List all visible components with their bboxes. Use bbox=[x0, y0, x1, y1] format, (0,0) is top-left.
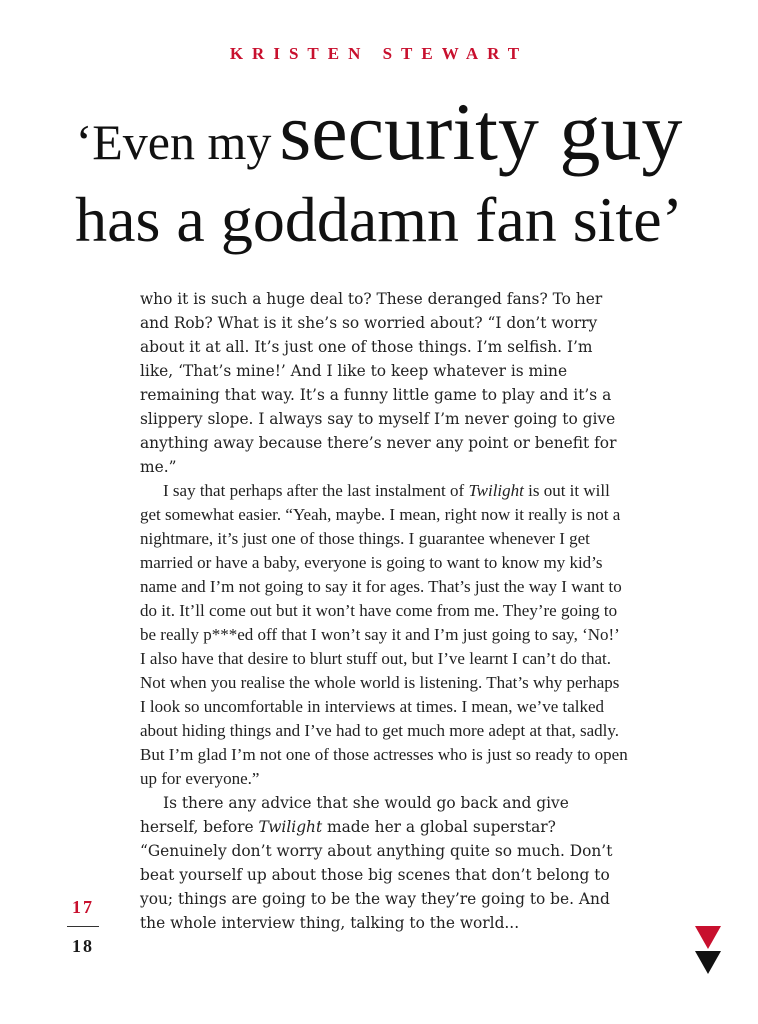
article-body bbox=[140, 287, 628, 935]
down-triangles-icon bbox=[695, 926, 721, 976]
title-italic: Twilight bbox=[468, 481, 524, 500]
headline-small-part: ‘Even my bbox=[75, 114, 272, 170]
total-pages-number: 18 bbox=[72, 936, 94, 956]
paragraph-text: I say that perhaps after the last instalment of bbox=[163, 481, 469, 500]
headline-line-2: has a goddamn fan site’ bbox=[75, 184, 683, 255]
headline-large-part: security guy bbox=[279, 86, 683, 177]
article-paragraph bbox=[140, 479, 628, 791]
headline bbox=[0, 86, 758, 260]
paragraph-text: Is there any advice that she would go back and give herself, before bbox=[140, 794, 569, 836]
page-divider bbox=[67, 926, 99, 927]
next-page-arrow-icon[interactable] bbox=[695, 926, 721, 976]
current-page-number: 17 bbox=[72, 897, 94, 917]
paragraph-text: is out it will get somewhat easier. “Yeah, maybe. I mean, right now it really is not a nightmare, it’s just one of those things. I guarantee whenever I get married or have a baby, everyone is going to want to know my kid’s name and I’m not going to say it for ages. That’s just the way I want to do it. It’ll come out but it won’t have come from me. They’re going to be really p***ed off that I won’t say it and I’m just going to say, ‘No!’ I also have that desire to blurt stuff out, but I’ve learnt I can’t do that. Not when you realise the whole world is listening. That’s why perhaps I look so uncomfortable in interviews at times. I mean, we’ve talked about hiding things and I’ve had to get much more adept at that, sadly. But I’m glad I’m not one of those actresses who is just so ready to open up for everyone.” bbox=[140, 481, 628, 788]
paragraph-text: made her a global superstar? “Genuinely don’t worry about anything quite so much. Don’t beat yourself up about those big scenes that don’t belong to you; things are going to be the way they’re going to be. And the whole interview thing, talking to the world... bbox=[140, 818, 613, 932]
section-kicker: KRISTEN STEWART bbox=[229, 44, 529, 63]
title-italic: Twilight bbox=[258, 818, 323, 836]
article-paragraph: who it is such a huge deal to? These deranged fans? To her and Rob? What is it she’s so worried about? “I don’t worry about it at all. It’s just one of those things. I’m selfish. I’m like, ‘That’s mine!’ And I like to keep whatever is mine remaining that way. It’s a funny little game to play and it’s a slippery slope. I always say to myself I’m never going to give anything away because there’s never any point or benefit for me.” bbox=[140, 290, 617, 476]
article-paragraph bbox=[140, 791, 628, 935]
headline-line-1 bbox=[0, 86, 758, 178]
page-indicator bbox=[62, 896, 104, 957]
